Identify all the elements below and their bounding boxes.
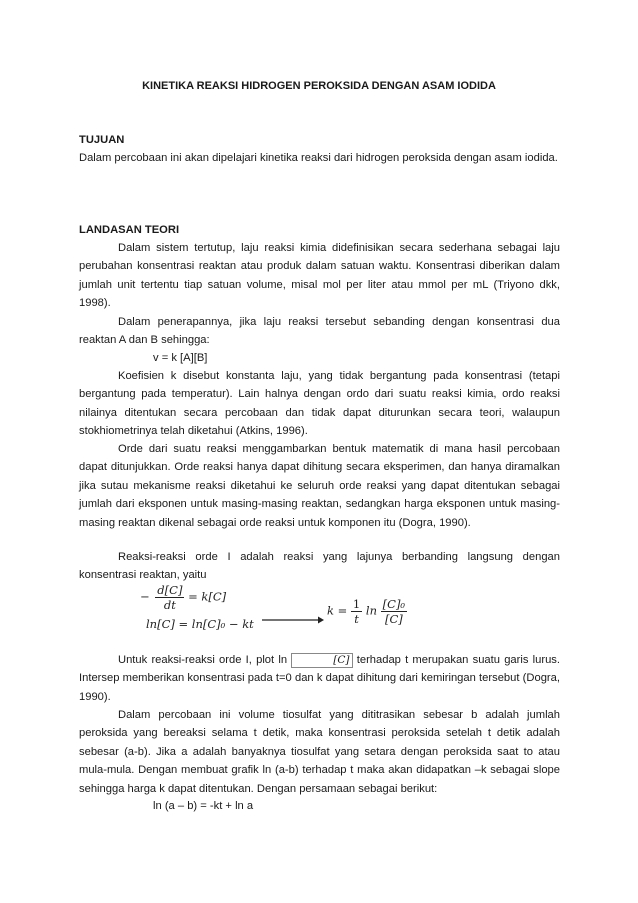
landasan-paragraph-2: Dalam penerapannya, jika laju reaksi tersebut sebanding dengan konsentrasi dua reaktan A dan B sehingga: xyxy=(79,316,560,347)
tujuan-text: Dalam percobaan ini akan dipelajari kinetika reaksi dari hidrogen peroksida dengan asam iodida. xyxy=(79,152,558,164)
final-equation: ln (a – b) = -kt + ln a xyxy=(153,800,254,812)
rate-equation: v = k [A][B] xyxy=(153,352,208,364)
document-title: KINETIKA REAKSI HIDROGEN PEROKSIDA DENGAN ASAM IODIDA xyxy=(142,80,496,92)
landasan-paragraph-3: Koefisien k disebut konstanta laju, yang tidak bergantung pada konsentrasi (tetapi bergantung pada temperatur). Lain halnya dengan ordo dari suatu reaksi kimia, ordo reaksi nilainya ditentukan secara percobaan dan tidak dapat diturunkan secara teori, walaupun stokhiometrinya telah diketahui (Atkins, 1996). xyxy=(79,370,560,438)
landasan-paragraph-6 xyxy=(79,651,560,706)
landasan-heading: LANDASAN TEORI xyxy=(79,224,180,236)
tujuan-heading: TUJUAN xyxy=(79,134,125,146)
paragraph-6-part-a: Untuk reaksi-reaksi orde I, plot ln xyxy=(118,654,288,666)
landasan-paragraph-1: Dalam sistem tertutup, laju reaksi kimia didefinisikan secara sederhana sebagai laju perubahan konsentrasi reaktan atau produk dalam satuan waktu. Konsentrasi diberikan dalam jumlah unit tertentu tiap satuan volume, misal mol per liter atau mmol per mL (Triyono dkk, 1998). xyxy=(79,242,560,310)
integrated-rate-law: ln[C] = ln[C]₀ − kt xyxy=(146,617,254,631)
landasan-paragraph-4: Orde dari suatu reaksi menggambarkan bentuk matematik di mana hasil percobaan dapat ditunjukkan. Orde reaksi hanya dapat dihitung secara eksperimen, dan hanya diramalkan jika sutau mekanisme reaksi diketahui ke seluruh orde reaksi yang dapat ditentukan sebagai jumlah dari eksponen untuk masing-masing reaktan, sedangkan harga eksponen untuk masing-masing reaktan dikenal sebagai orde reaksi untuk komponen itu (Dogra, 1990). xyxy=(79,443,560,529)
paragraph-6-part-b: terhadap t merupakan suatu garis lurus. Intersep memberikan konsentrasi pada t=0 dan k dapat dihitung dari kemiringan tersebut (Dogra, 1990). xyxy=(79,654,561,703)
landasan-paragraph-7: Dalam percobaan ini volume tiosulfat yang dititrasikan sebesar b adalah jumlah peroksida yang bereaksi selama t detik, maka konsentrasi peroksida setelah t detik adalah sebesar (a-b). Jika a adalah banyaknya tiosulfat yang setara dengan peroksida saat to atau mula-mula. Dengan membuat grafik ln (a-b) terhadap t maka akan didapatkan –k sebagai slope sehingga harga k dapat ditentukan. Dengan persamaan sebagai berikut: xyxy=(79,709,560,795)
differential-rate-law: − $\frac{d[C]}{dt}$ = k[C] xyxy=(140,583,227,612)
landasan-paragraph-5: Reaksi-reaksi orde I adalah reaksi yang lajunya berbanding langsung dengan konsentrasi reaktan, yaitu xyxy=(79,551,560,582)
rate-constant-equation: k = $\frac{1}{t}$ ln $\frac{\text{[C]₀}}{[C]}$ xyxy=(327,597,406,626)
concentration-symbol-box: [C] xyxy=(291,653,352,668)
arrow-icon xyxy=(262,612,324,622)
